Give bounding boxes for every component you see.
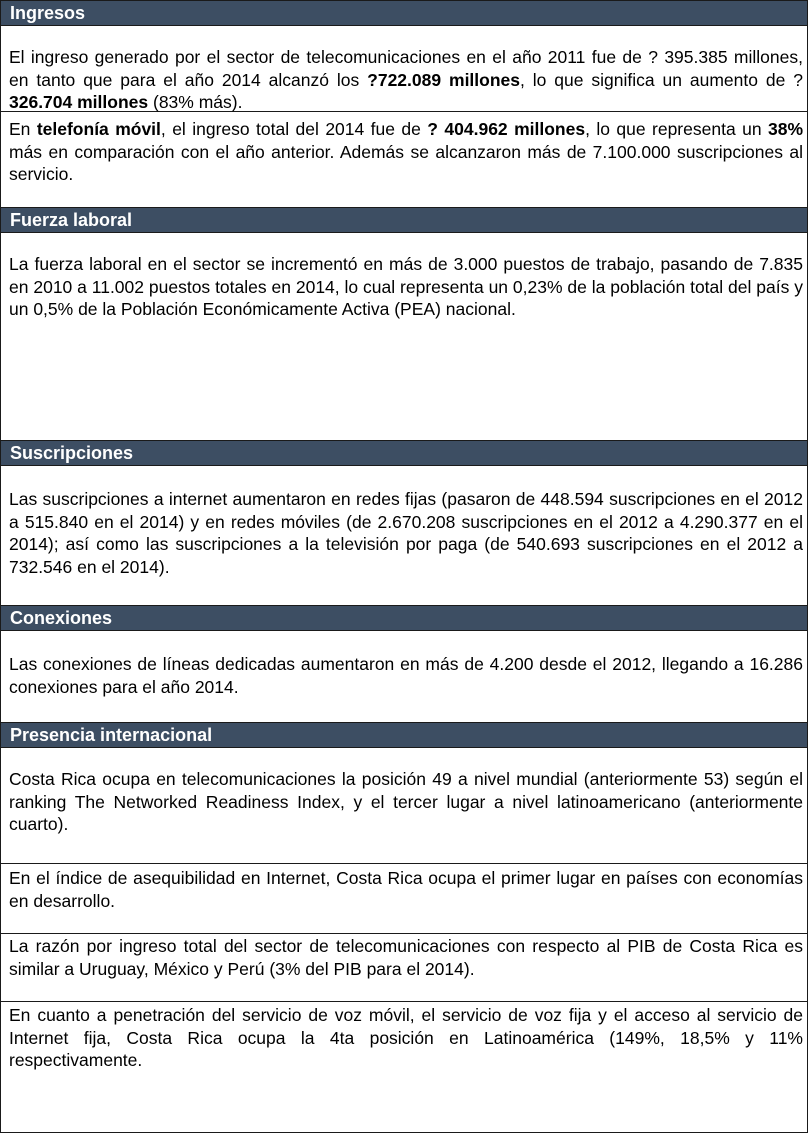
presencia-paragraph-3: La razón por ingreso total del sector de telecomunicaciones con respecto al PIB de Costa Rica es similar a Uruguay, México y Perú (3% del PIB para el 2014). xyxy=(1,934,807,1002)
conexiones-paragraph: Las conexiones de líneas dedicadas aumentaron en más de 4.200 desde el 2012, llegando a 16.286 conexiones para el año 2014. xyxy=(1,631,807,723)
presencia-paragraph-2: En el índice de asequibilidad en Internet, Costa Rica ocupa el primer lugar en países con economías en desarrollo. xyxy=(1,864,807,934)
presencia-paragraph-1: Costa Rica ocupa en telecomunicaciones la posición 49 a nivel mundial (anteriormente 53) según el ranking The Networked Readiness Index, y el tercer lugar a nivel latinoamericano (anteriormente cuarto). xyxy=(1,748,807,864)
ingresos-paragraph-1: El ingreso generado por el sector de telecomunicaciones en el año 2011 fue de ? 395.385 millones, en tanto que para el año 2014 alcanzó los ?722.089 millones, lo que significa un aumento de ? 326.704 millones (83% más). xyxy=(1,26,807,112)
ingresos-paragraph-2: En telefonía móvil, el ingreso total del 2014 fue de ? 404.962 millones, lo que representa un 38% más en comparación con el año anterior. Además se alcanzaron más de 7.100.000 suscripciones al servicio. xyxy=(1,112,807,208)
presencia-paragraph-4: En cuanto a penetración del servicio de voz móvil, el servicio de voz fija y el acceso al servicio de Internet fija, Costa Rica ocupa la 4ta posición en Latinoamérica (149%, 18,5% y 11% respectivamente. xyxy=(9,1005,803,1070)
fuerza-laboral-paragraph: La fuerza laboral en el sector se incrementó en más de 3.000 puestos de trabajo, pasando de 7.835 en 2010 a 11.002 puestos totales en 2014, lo cual representa un 0,23% de la población total del país y un 0,5% de la Población Económicamente Activa (PEA) nacional. xyxy=(1,233,807,441)
section-header-presencia-internacional: Presencia internacional xyxy=(1,723,807,748)
suscripciones-paragraph: Las suscripciones a internet aumentaron en redes fijas (pasaron de 448.594 suscripciones en el 2012 a 515.840 en el 2014) y en redes móviles (de 2.670.208 suscripciones en el 2012 a 4.290.377 en el 2014); así como las suscripciones a la televisión por paga (de 540.693 suscripciones en el 2012 a 732.546 en el 2014). xyxy=(1,466,807,606)
section-header-fuerza-laboral: Fuerza laboral xyxy=(1,208,807,233)
section-header-conexiones: Conexiones xyxy=(1,606,807,631)
section-header-suscripciones: Suscripciones xyxy=(1,441,807,466)
section-header-ingresos: Ingresos xyxy=(1,1,807,26)
